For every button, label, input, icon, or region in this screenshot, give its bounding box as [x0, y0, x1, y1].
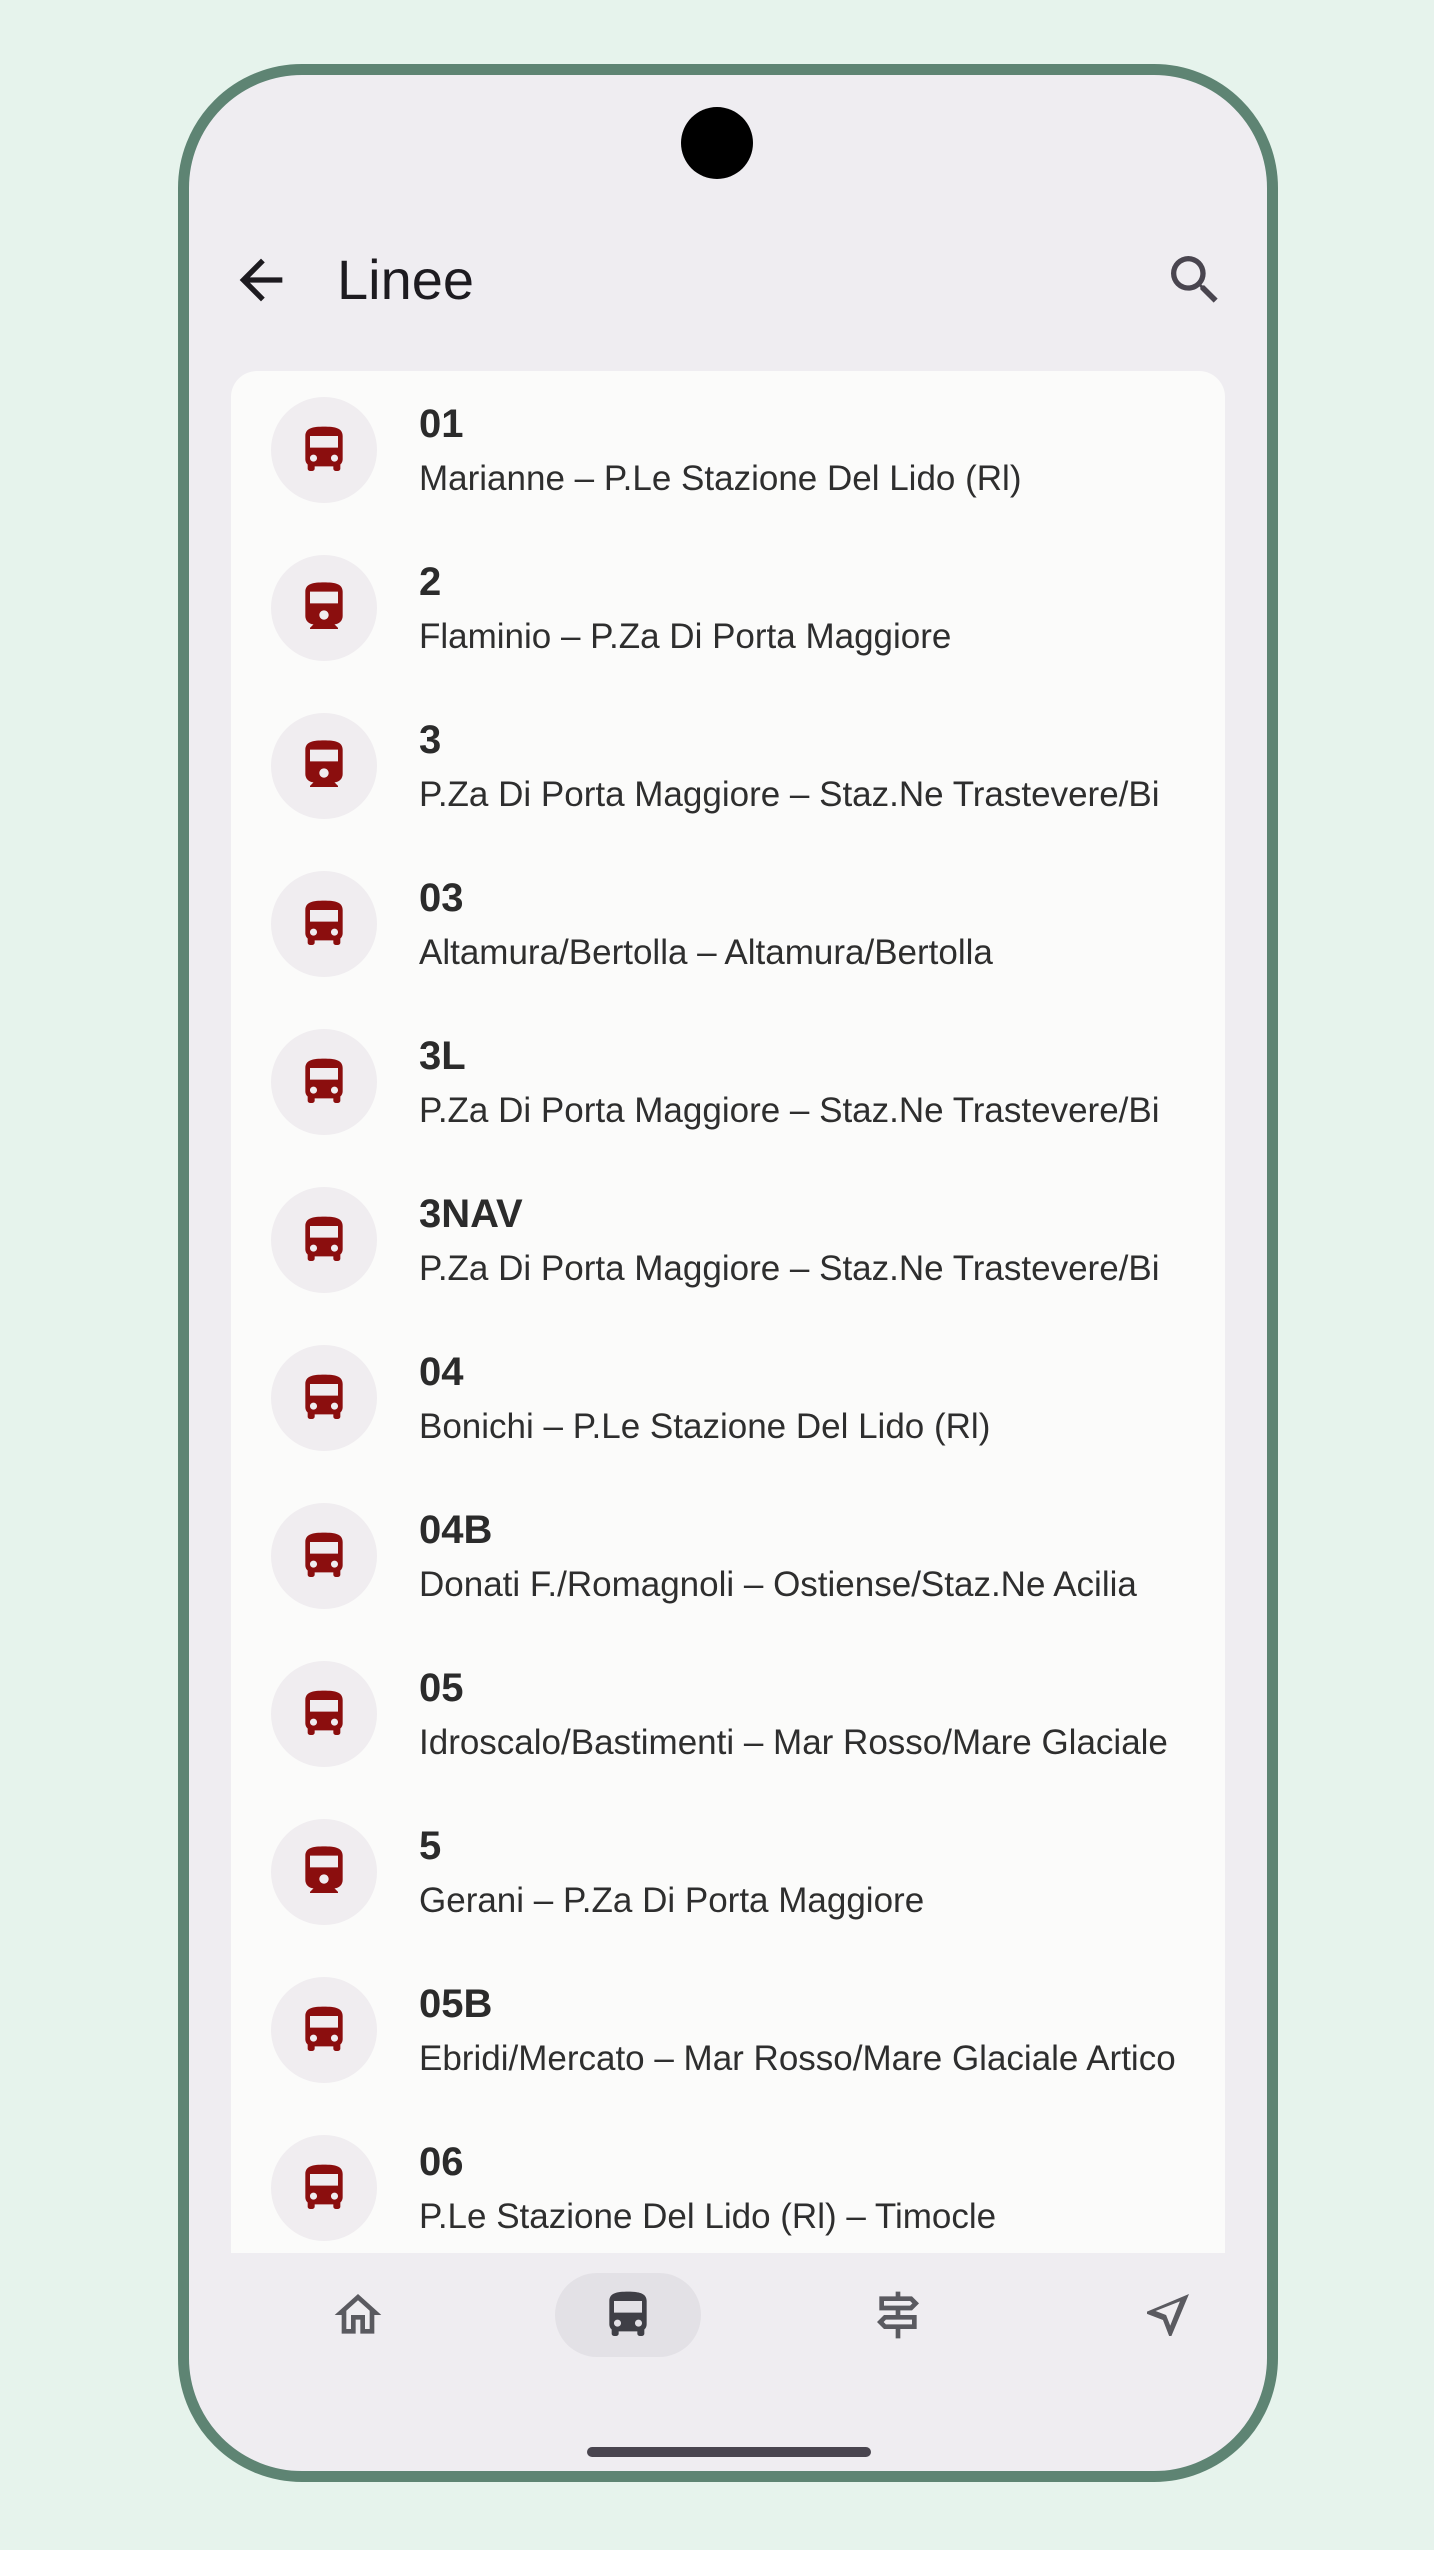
home-icon: [330, 2287, 386, 2343]
line-route: Flaminio – P.Za Di Porta Maggiore: [419, 617, 952, 656]
bus-icon: [271, 871, 377, 977]
line-list-item[interactable]: [231, 1951, 1225, 2109]
line-list-item[interactable]: [231, 845, 1225, 1003]
navigation-arrow-icon: [1140, 2287, 1196, 2343]
line-route: Gerani – P.Za Di Porta Maggiore: [419, 1881, 925, 1920]
line-route: Donati F./Romagnoli – Ostiense/Staz.Ne Acilia: [419, 1565, 1137, 1604]
gesture-home-indicator[interactable]: [587, 2447, 871, 2457]
line-number: 3: [419, 718, 442, 762]
line-list-item[interactable]: [231, 1003, 1225, 1161]
line-list-item[interactable]: [231, 687, 1225, 845]
bus-icon: [600, 2287, 656, 2343]
nav-directions-tab[interactable]: [825, 2273, 971, 2357]
search-icon[interactable]: [1163, 248, 1227, 312]
line-route: Altamura/Bertolla – Altamura/Bertolla: [419, 933, 993, 972]
line-list-item[interactable]: [231, 1319, 1225, 1477]
line-number: 05: [419, 1666, 464, 1710]
line-list-item[interactable]: [231, 1477, 1225, 1635]
line-number: 5: [419, 1824, 442, 1868]
line-list-item[interactable]: [231, 1635, 1225, 1793]
nav-home-tab[interactable]: [285, 2273, 431, 2357]
line-route: P.Za Di Porta Maggiore – Staz.Ne Trastevere/Bi: [419, 1091, 1160, 1130]
bottom-navigation-bar: [189, 2253, 1267, 2373]
nav-nearby-tab[interactable]: [1095, 2273, 1241, 2357]
arrow-back-icon[interactable]: [229, 248, 293, 312]
bus-icon: [271, 1187, 377, 1293]
nav-lines-tab[interactable]: [555, 2273, 701, 2357]
line-number: 01: [419, 402, 464, 446]
line-route: P.Le Stazione Del Lido (Rl) – Timocle: [419, 2197, 997, 2236]
bus-icon: [271, 1029, 377, 1135]
tram-icon: [271, 713, 377, 819]
lines-list: [231, 371, 1225, 2253]
bus-icon: [271, 1345, 377, 1451]
tram-icon: [271, 555, 377, 661]
line-list-item[interactable]: [231, 2109, 1225, 2253]
line-list-item[interactable]: [231, 1161, 1225, 1319]
top-app-bar: [189, 225, 1267, 335]
line-route: Ebridi/Mercato – Mar Rosso/Mare Glaciale Artico: [419, 2039, 1176, 2078]
line-number: 05B: [419, 1982, 493, 2026]
line-route: P.Za Di Porta Maggiore – Staz.Ne Trastevere/Bi: [419, 775, 1160, 814]
line-list-item[interactable]: [231, 1793, 1225, 1951]
line-route: P.Za Di Porta Maggiore – Staz.Ne Trastevere/Bi: [419, 1249, 1160, 1288]
line-number: 06: [419, 2140, 464, 2184]
phone-frame: [178, 64, 1278, 2482]
signpost-icon: [870, 2287, 926, 2343]
line-list-item[interactable]: [231, 529, 1225, 687]
line-list-item[interactable]: [231, 371, 1225, 529]
page-title: Linee: [337, 248, 475, 311]
line-number: 3NAV: [419, 1192, 523, 1236]
bus-icon: [271, 397, 377, 503]
line-route: Idroscalo/Bastimenti – Mar Rosso/Mare Glaciale: [419, 1723, 1168, 1762]
front-camera: [681, 107, 753, 179]
line-number: 04B: [419, 1508, 493, 1552]
line-number: 03: [419, 876, 464, 920]
bus-icon: [271, 1977, 377, 2083]
line-number: 04: [419, 1350, 464, 1394]
line-route: Marianne – P.Le Stazione Del Lido (Rl): [419, 459, 1022, 498]
line-route: Bonichi – P.Le Stazione Del Lido (Rl): [419, 1407, 991, 1446]
line-number: 3L: [419, 1034, 466, 1078]
bus-icon: [271, 1503, 377, 1609]
line-number: 2: [419, 560, 442, 604]
bus-icon: [271, 1661, 377, 1767]
tram-icon: [271, 1819, 377, 1925]
bus-icon: [271, 2135, 377, 2241]
